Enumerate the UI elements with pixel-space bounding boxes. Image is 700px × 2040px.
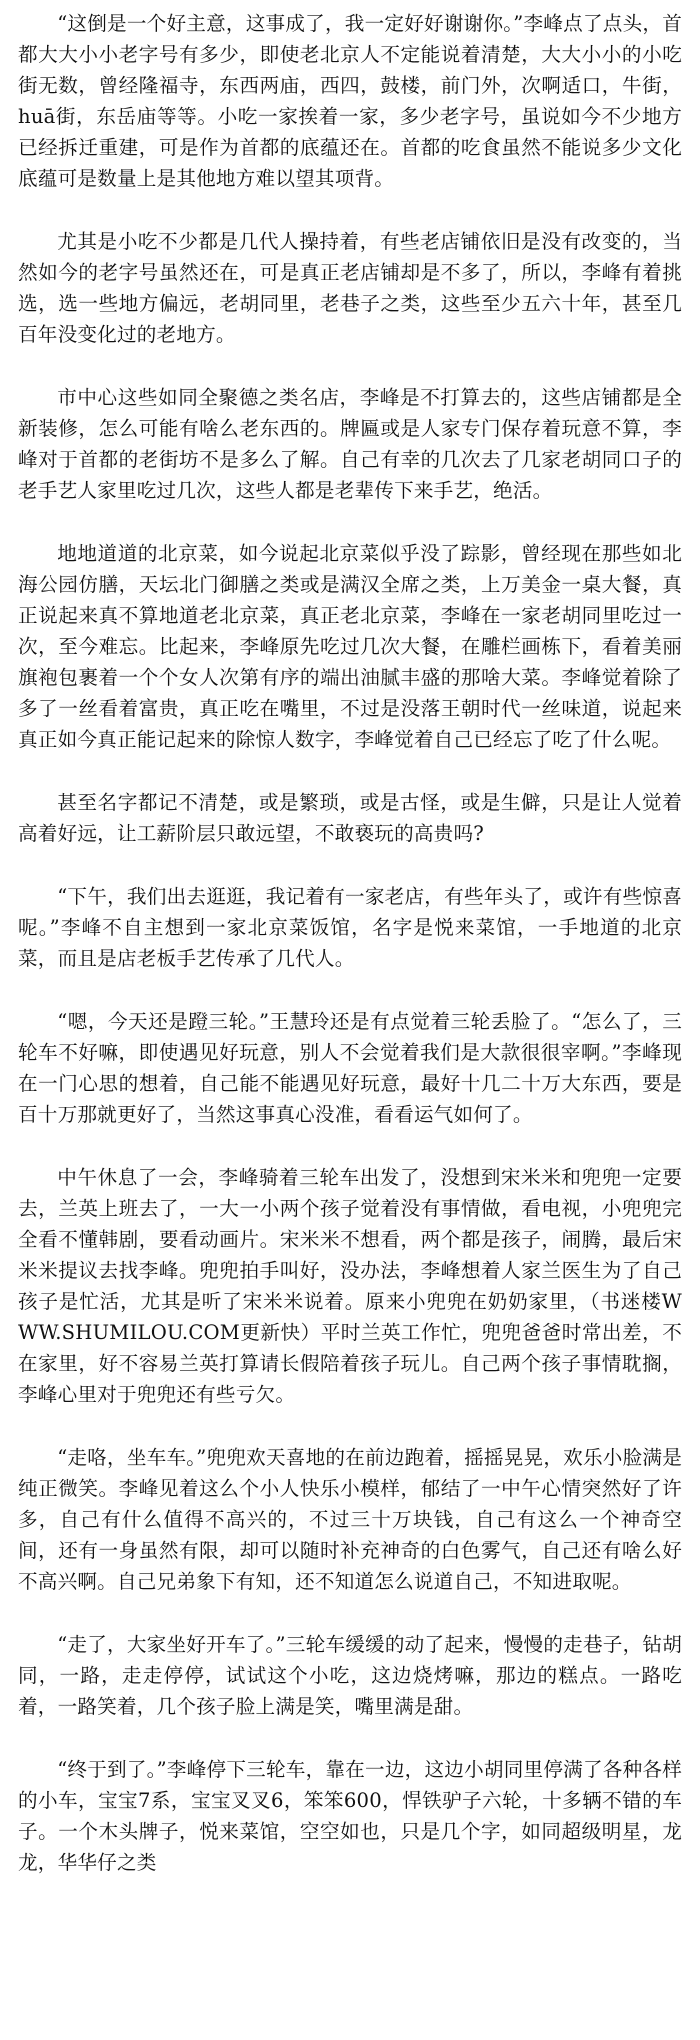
paragraph-6: “下午，我们出去逛逛，我记着有一家老店，有些年头了，或许有些惊喜呢。”李峰不自主想到一家北京菜饭馆，名字是悦来菜馆，一手地道的北京菜，而且是店老板手艺传承了几代人。 (18, 885, 682, 970)
paragraph-9: “走咯，坐车车。”兜兜欢天喜地的在前边跑着，摇摇晃晃，欢乐小脸满是纯正微笑。李峰见着这么个小人快乐小模样，郁结了一中午心情突然好了许多，自己有什么值得不高兴的，不过三十万块钱，自己有这么一个神奇空间，还有一身虽然有限，却可以随时补充神奇的白色雾气，自己还有啥么好不高兴啊。自己兄弟象下有知，还不知道怎么说道自己，不知进取呢。 (18, 1446, 682, 1593)
paragraph-5: 甚至名字都记不清楚，或是繁琐，或是古怪，或是生僻，只是让人觉着高着好远，让工薪阶层只敢远望，不敢亵玩的高贵吗? (18, 791, 682, 845)
paragraph-2: 尤其是小吃不少都是几代人操持着，有些老店铺依旧是没有改变的，当然如今的老字号虽然还在，可是真正老店铺却是不多了，所以，李峰有着挑选，选一些地方偏远，老胡同里，老巷子之类，这些至少五六十年，甚至几百年没变化过的老地方。 (18, 230, 682, 346)
paragraph-3: 市中心这些如同全聚德之类名店，李峰是不打算去的，这些店铺都是全新装修，怎么可能有啥么老东西的。牌匾或是人家专门保存着玩意不算，李峰对于首都的老街坊不是多么了解。自己有幸的几次去了几家老胡同口子的老手艺人家里吃过几次，这些人都是老辈传下来手艺，绝活。 (18, 386, 682, 502)
paragraph-1: “这倒是一个好主意，这事成了，我一定好好谢谢你。”李峰点了点头，首都大大小小老字号有多少，即使老北京人不定能说着清楚，大大小小的小吃街无数，曾经隆福寺，东西两庙，西四，鼓楼，前门外，次啊适口，牛街，huā街，东岳庙等等。小吃一家挨着一家，多少老字号，虽说如今不少地方已经拆迁重建，可是作为首都的底蕴还在。首都的吃食虽然不能说多少文化底蕴可是数量上是其他地方难以望其项背。 (18, 12, 682, 190)
paragraph-8: 中午休息了一会，李峰骑着三轮车出发了，没想到宋米米和兜兜一定要去，兰英上班去了，一大一小两个孩子觉着没有事情做，看电视，小兜兜完全看不懂韩剧，要看动画片。宋米米不想看，两个都是孩子，闹腾，最后宋米米提议去找李峰。兜兜拍手叫好，没办法，李峰想着人家兰医生为了自己孩子是忙活，尤其是听了宋米米说着。原来小兜兜在奶奶家里，（书迷楼WWW.SHUMILOU.COM更新快）平时兰英工作忙，兜兜爸爸时常出差，不在家里，好不容易兰英打算请长假陪着孩子玩儿。自己两个孩子事情耽搁，李峰心里对于兜兜还有些亏欠。 (18, 1166, 682, 1406)
paragraph-4: 地地道道的北京菜，如今说起北京菜似乎没了踪影，曾经现在那些如北海公园仿膳，天坛北门御膳之类或是满汉全席之类，上万美金一桌大餐，真正说起来真不算地道老北京菜，真正老北京菜，李峰在一家老胡同里吃过一次，至今难忘。比起来，李峰原先吃过几次大餐，在雕栏画栋下，看着美丽旗袍包裹着一个个女人次第有序的端出油腻丰盛的那啥大菜。李峰觉着除了多了一丝看着富贵，真正吃在嘴里，不过是没落王朝时代一丝味道，说起来真正如今真正能记起来的除惊人数字，李峰觉着自己已经忘了吃了什么呢。 (18, 542, 682, 751)
paragraph-11: “终于到了。”李峰停下三轮车，靠在一边，这边小胡同里停满了各种各样的小车，宝宝7系，宝宝叉叉6，笨笨600，悍铁驴子六轮，十多辆不错的车子。一个木头牌子，悦来菜馆，空空如也，只是几个字，如同超级明星，龙龙，华华仔之类 (18, 1758, 682, 1874)
paragraph-10: “走了，大家坐好开车了。”三轮车缓缓的动了起来，慢慢的走巷子，钻胡同，一路，走走停停，试试这个小吃，这边烧烤嘛，那边的糕点。一路吃着，一路笑着，几个孩子脸上满是笑，嘴里满是甜。 (18, 1633, 682, 1718)
paragraph-7: “嗯，今天还是蹬三轮。”王慧玲还是有点觉着三轮丢脸了。“怎么了，三轮车不好嘛，即使遇见好玩意，别人不会觉着我们是大款很很宰啊。”李峰现在一门心思的想着，自己能不能遇见好玩意，最好十几二十万大东西，要是百十万那就更好了，当然这事真心没准，看看运气如何了。 (18, 1010, 682, 1126)
